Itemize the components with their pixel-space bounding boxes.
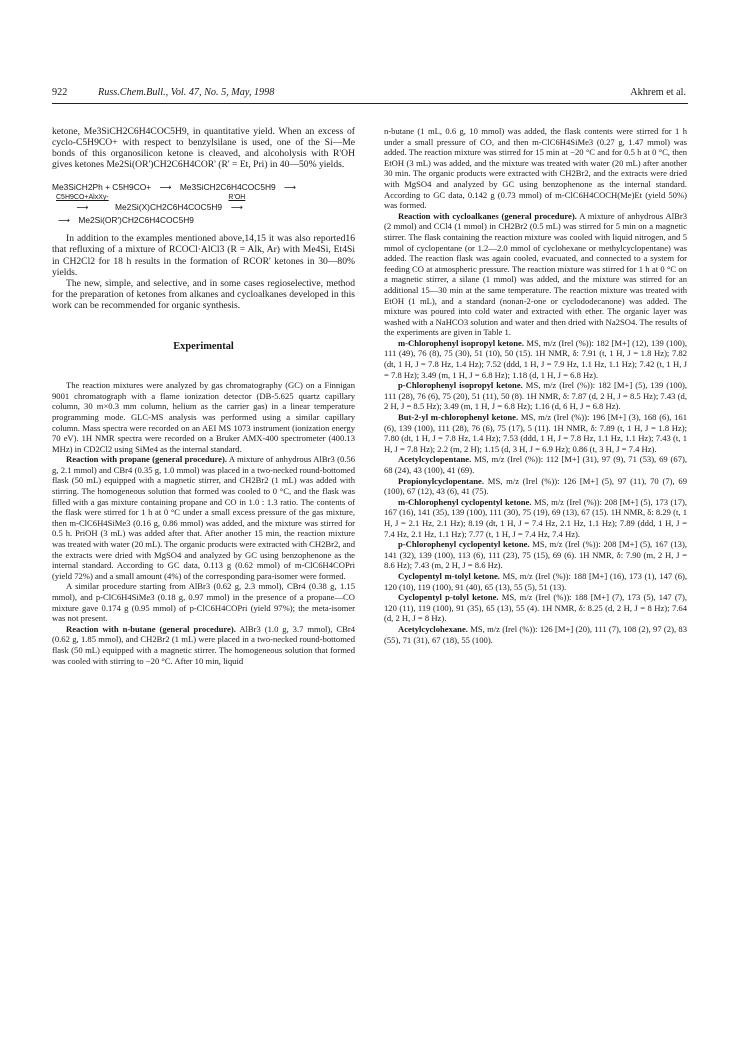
right-column bbox=[384, 126, 687, 645]
procedure-text: A mixture of anhydrous AlBr3 (0.56 g, 2.1 mmol) and CBr4 (0.35 g, 1.0 mmol) was placed in a two-necked round-bottomed flask (50 mL) equipped with a magnetic stirrer, and CH2Br2 (1 mL) was added with stirring. The homogeneous solution that formed was cooled to 0 °C, and the flask was filled with a gas mixture containing propane and CO in 1.0 : 1.3 ratio. The contents of the flask were stirred for 1 h at 0 °C under a small excess pressure of the gas mixture, then m-ClC6H4SiMe3 (0.16 g, 0.86 mmol) was added, and the mixture was stirred for 0.5 h. PriOH (3 mL) was added after that. After another 15 min, the reaction mixture was treated with water (20 mL). The organic products were extracted with CH2Br2, and the extracts were dried with MgSO4 and analyzed by GC using benzophenone as the internal standard. According to GC data, 0.113 g (0.62 mmol) of m-ClC6H4COPri (yield 72%) and a small amount (4%) of the corresponding para-isomer were formed. bbox=[52, 454, 355, 581]
propane-procedure bbox=[52, 454, 355, 581]
compound-name: p-Chlorophenyl isopropyl ketone. bbox=[398, 380, 523, 391]
cycloalkane-procedure bbox=[384, 211, 687, 338]
compound-entry bbox=[384, 497, 687, 539]
journal-citation: Russ.Chem.Bull., Vol. 47, No. 5, May, 1998 bbox=[98, 87, 275, 98]
conclusion-paragraph: The new, simple, and selective, and in some cases regioselective, method for the preparation of ketones from alkanes and cycloalkanes developed in this work can be recommended for organic synthesis. bbox=[52, 277, 355, 311]
procedure-text: AlBr3 (1.0 g, 3.7 mmol), CBr4 (0.62 g, 1.85 mmol), and CH2Br2 (1 mL) were placed in a two-necked round-bottomed flask (50 mL) equipped with a magnetic stirrer. The homogeneous solution that formed was cooled with stirring to −20 °C. After 10 min, liquid bbox=[52, 623, 355, 666]
scheme-arrow-2: ⟶ bbox=[284, 182, 297, 193]
scheme-product-1: Me3SiCH2C6H4COC5H9 bbox=[179, 182, 276, 193]
compound-data: MS, m/z (Irel (%)): 188 [M+] (7), 173 (5), 147 (7), 120 (11), 119 (100), 91 (35), 65 (13), 55 (4). 1H NMR, δ: 8.25 (d, 2 H, J = 8 Hz); 7.64 (d, 2 H, J = 8 Hz). bbox=[384, 592, 687, 624]
procedure-text: A mixture of anhydrous AlBr3 (2 mmol) and CCl4 (1 mmol) in CH2Br2 (0.5 mL) was stirred for 5 min on a magnetic stirrer. The flask containing the reaction mixture was cooled with liquid nitrogen, and 5 mmol of cyclopentane (or 1.2—2.0 mmol of cyclohexane or methylcyclopentane) was added. The reaction flask was again cooled, evacuated, and connected to a system for feeding CO at atmospheric pressure. The reaction mixture was stirred for 1 h at 0 °C on a magnetic stirrer, a silane (1 mmol) was added, and the mixture was stirred for an additional 15—30 min at the same temperature. The reaction mixture was treated with EtOH (1 mL), and a standard (nonan-2-one or cyclododecanone) was added. The mixture was poured into cold water and extracted with ether. The organic layer was washed with a NaHCO3 solution and water and then dried with Na2SO4. The results of the experiments are given in Table 1. bbox=[384, 210, 687, 338]
compound-entry bbox=[384, 380, 687, 412]
author-running-head: Akhrem et al. bbox=[630, 87, 686, 98]
reaction-scheme bbox=[52, 181, 355, 227]
scheme-labeled-arrow-1: C5H9CO+AlxXy- ⟶ bbox=[56, 194, 109, 213]
procedure-title: Reaction with cycloalkanes (general procedure). bbox=[398, 210, 577, 221]
experimental-block bbox=[52, 380, 355, 666]
butane-continued: n-butane (1 mL, 0.6 g, 10 mmol) was added, the flask contents were stirred for 1 h under a small pressure of CO, and then m-ClC6H4SiMe3 (0.27 g, 1.47 mmol) was added. The reaction mixture was stirred for 15 min at −20 °C and for 0.5 h at 0 °C, then EtOH (3 mL) was added, and the mixture was treated with water (20 mL) after another 30 min. The organic products were extracted with CH2Br2, and the extracts were dried with MgSO4 and analyzed by GC using benzophenone as the internal standard. According to GC data, 0.142 g (0.73 mmol) of m-ClC6H4COCH(Me)Et (yield 50%) was formed. bbox=[384, 126, 687, 211]
compound-name: Cyclopentyl p-tolyl ketone. bbox=[398, 592, 499, 603]
compound-name: Acetylcyclopentane. bbox=[398, 454, 472, 465]
scheme-reagent-1: C5H9CO+AlxXy- bbox=[56, 194, 109, 202]
compound-data: MS, m/z (Irel (%)): 112 [M+] (31), 97 (9), 71 (53), 69 (67), 68 (24), 43 (100), 41 (69). bbox=[384, 454, 687, 475]
compound-name: m-Chlorophenyl isopropyl ketone. bbox=[398, 337, 524, 348]
compound-data: MS, m/z (Irel (%)): 126 [M+] (20), 111 (7), 108 (2), 97 (2), 83 (55), 71 (31), 67 (18), 55 (100). bbox=[384, 623, 687, 645]
para-procedure: A similar procedure starting from AlBr3 (0.62 g, 2.3 mmol), CBr4 (0.38 g, 1.15 mmol), and p-ClC6H4SiMe3 (0.18 g, 0.97 mmol) in the presence of a propane—CO mixture gave 0.174 g (0.95 mmol) of p-ClC6H4COPri (yield 97%); the meta-isomer was not present. bbox=[52, 581, 355, 624]
compound-data: MS, m/z (Irel (%)): 126 [M+] (5), 97 (11), 70 (7), 69 (100), 67 (12), 43 (6), 41 (75). bbox=[384, 475, 687, 497]
compound-entry bbox=[384, 338, 687, 380]
procedure-title: Reaction with n-butane (general procedure). bbox=[66, 623, 236, 634]
running-header bbox=[52, 87, 688, 104]
scheme-line-1 bbox=[52, 181, 355, 194]
compound-entry bbox=[384, 412, 687, 454]
compound-data: MS, m/z (Irel (%)): 208 [M+] (5), 173 (17), 167 (16), 141 (35), 139 (100), 111 (30), 75 (19), 69 (13), 67 (15). 1H NMR, δ: 8.29 (t, 1 H, J = 2.1 Hz, 2.1 Hz); 8.19 (dt, 1 H, J = 7.4 Hz, 2.1 Hz, 1.1 Hz); 7.89 (ddd, 1 H, J = 7.4 Hz, 2.1 Hz, 1.1 Hz); 7.77 (t, 1 H, J = 7.4 Hz, 7.4 Hz). bbox=[384, 496, 687, 539]
scheme-reagent-2: R'OH bbox=[228, 194, 246, 202]
compound-data: MS, m/z (Irel (%)): 196 [M+] (3), 168 (6), 161 (6), 139 (100), 111 (28), 76 (6), 75 (17), 5 (11). 1H NMR, δ: 7.89 (t, 1 H, J = 1.8 Hz); 7.80 (dt, 1 H, J = 7.8 Hz, 1.4 Hz); 7.53 (ddd, 1 H, J = 7.8 Hz, 1.1 Hz, 1.1 Hz); 7.43 (t, 1 H, J = 7.8 Hz); 2.2 (m, 2 H); 1.15 (d, 3 H, J = 6.9 Hz); 0.86 (t, 3 H, J = 7.4 Hz). bbox=[384, 412, 687, 454]
scheme-final-product: Me2Si(OR')CH2C6H4COC5H9 bbox=[78, 215, 194, 226]
compound-data: MS, m/z (Irel (%)): 188 [M+] (16), 173 (1), 147 (6), 120 (10), 119 (100), 91 (40), 65 (13), 55 (5), 51 (13). bbox=[384, 570, 688, 592]
scheme-line-2 bbox=[52, 194, 355, 214]
scheme-reactants: Me3SiCH2Ph + C5H9CO+ bbox=[52, 182, 152, 193]
page-number: 922 bbox=[52, 87, 68, 98]
compound-name: m-Chlorophenyl cyclopentyl ketone. bbox=[398, 496, 532, 507]
scheme-arrow-1: ⟶ bbox=[159, 182, 172, 193]
butane-procedure bbox=[52, 624, 355, 666]
compound-data: MS, m/z (Irel (%)): 208 [M+] (5), 167 (13), 141 (32), 139 (100), 113 (6), 111 (23), 75 (15), 69 (6). 1H NMR, δ: 7.90 (m, 2 H, J = 8.6 Hz); 7.43 (m, 2 H, J = 8.6 Hz). bbox=[384, 539, 687, 571]
compound-name: Acetylcyclohexane. bbox=[398, 623, 468, 634]
compound-name: Propionylcyclopentane. bbox=[398, 475, 485, 486]
compound-name: But-2-yl m-chlorophenyl ketone. bbox=[398, 412, 519, 423]
compound-entry bbox=[384, 571, 687, 592]
compound-name: p-Chlorophenyl cyclopentyl ketone. bbox=[398, 539, 530, 550]
scheme-labeled-arrow-2: R'OH ⟶ bbox=[228, 194, 246, 213]
compound-name: Cyclopentyl m-tolyl ketone. bbox=[398, 570, 500, 581]
procedure-title: Reaction with propane (general procedure). bbox=[66, 454, 227, 465]
left-column bbox=[52, 126, 355, 666]
instrumentation-paragraph: The reaction mixtures were analyzed by gas chromatography (GC) on a Finnigan 9001 chromatograph with a flame ionization detector (DB-5.625 quartz capillary column, 30 m×0.3 mm column, helium as the carrier gas) in a linear temperature programming mode. GLC-MS analysis was performed using a similar capillary column. Mass spectra were recorded on an AEI MS 1073 instrument (ionization energy 70 eV). 1H NMR spectra were recorded on a Bruker AMX-400 spectrometer (400.13 MHz) in CD2Cl2 using SiMe4 as the internal standard. bbox=[52, 380, 355, 454]
scheme-line-3 bbox=[52, 214, 355, 227]
section-heading-experimental: Experimental bbox=[173, 341, 234, 353]
compound-data: MS, m/z (Irel (%)): 182 [M+] (12), 139 (100), 111 (49), 76 (8), 75 (30), 51 (10), 50 (15). 1H NMR, δ: 7.91 (t, 1 H, J = 1.8 Hz); 7.82 (dt, 1 H, J = 7.8 Hz, 1.4 Hz); 7.52 (ddd, 1 H, J = 7.9 Hz, 1.1 Hz, 1.1 Hz); 7.42 (t, 1 H, J = 7.8 Hz); 3.49 (m, 1 H, J = 6.8 Hz); 1.18 (d, 1 H, J = 6.8 Hz). bbox=[384, 337, 687, 380]
compound-entry bbox=[384, 476, 687, 497]
literature-paragraph: In addition to the examples mentioned above,14,15 it was also reported16 that refluxing of a mixture of RCOCl·AlCl3 (R = Alk, Ar) with Me4Si, Et4Si in CH2Cl2 for 18 h results in the formation of RCOR' ketones in 30—80% yields. bbox=[52, 233, 355, 278]
compound-entry bbox=[384, 454, 687, 475]
compound-entry bbox=[384, 592, 687, 624]
compound-entry bbox=[384, 539, 687, 571]
scheme-arrow-3: ⟶ bbox=[58, 215, 71, 226]
scheme-intermediate: Me2Si(X)CH2C6H4COC5H9 bbox=[115, 202, 223, 213]
intro-paragraph: ketone, Me3SiCH2C6H4COC5H9, in quantitative yield. When an excess of cyclo-C5H9CO+ with respect to benzylsilane is used, one of the Si—Me bonds of this organosilicon ketone is cleaved, and alcoholysis with R'OH gives ketones Me2Si(OR')CH2C6H4COR' (R' = Et, Pri) in 40—50% yields. bbox=[52, 126, 355, 171]
compound-entry bbox=[384, 624, 687, 645]
compound-data: MS, m/z (Irel (%)): 182 [M+] (5), 139 (100), 111 (28), 76 (6), 75 (20), 51 (11), 50 (8). 1H NMR, δ: 7.87 (d, 2 H, J = 8.5 Hz); 7.43 (d, 2 H, J = 8.5 Hz); 3.49 (m, 1 H, J = 6.8 Hz); 1.16 (d, 6 H, J = 6.8 Hz). bbox=[384, 380, 688, 412]
